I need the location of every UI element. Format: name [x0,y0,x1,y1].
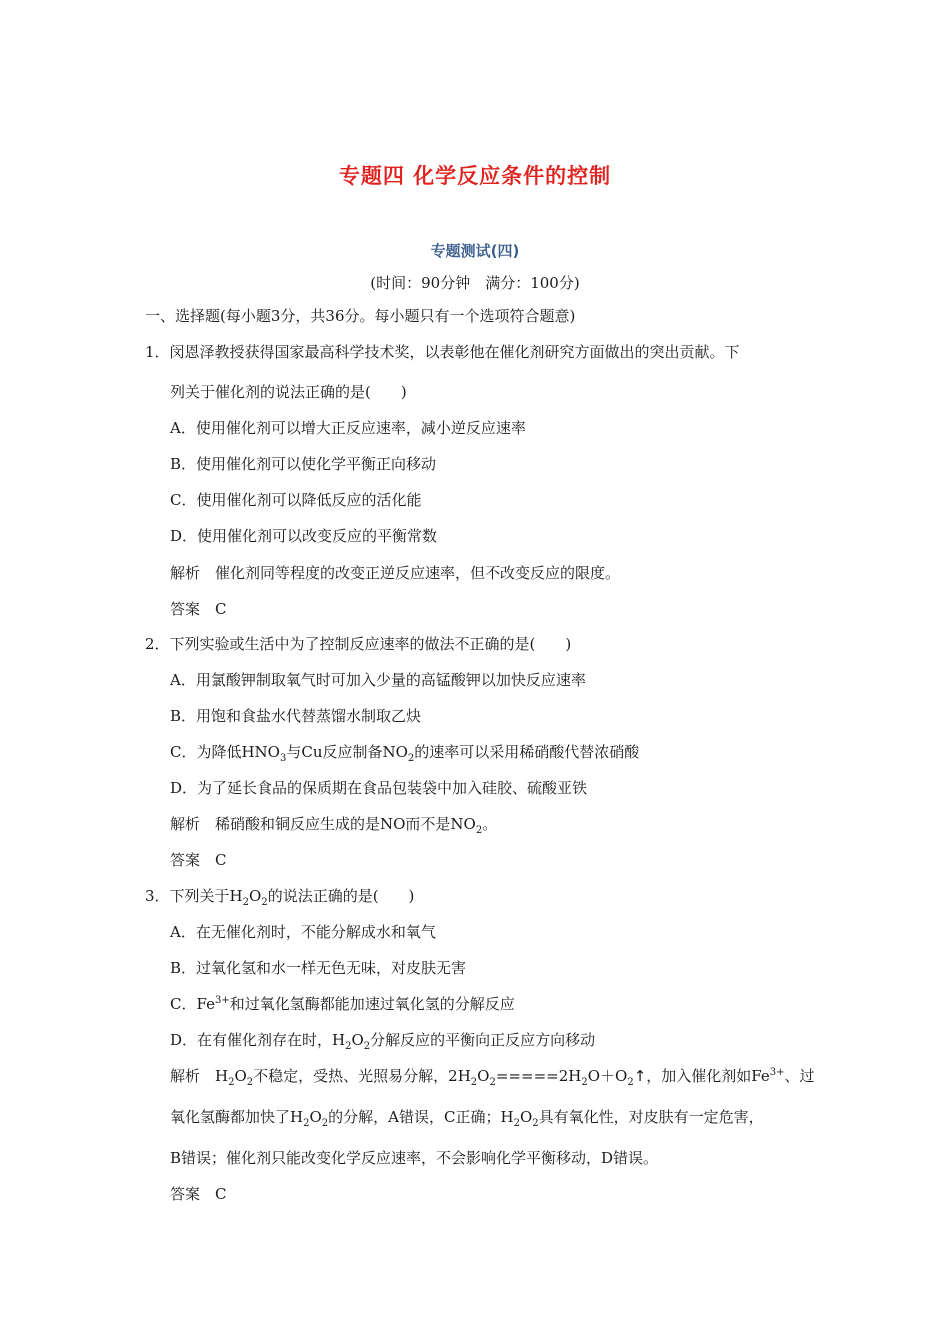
time-score-info: (时间：90分钟 满分：100分) [370,274,580,292]
q3-option-b: B．过氧化氢和水一样无色无味，对皮肤无害 [170,959,467,977]
q3-analysis-line1: 解析 $H_2O_2$不稳定，受热、光照易分解，$2H_2O_2=====2H_2O+O_2↑$，加入催化剂如$Fe^{3+}$、过 [170,1067,815,1088]
q2-option-b: B．用饱和食盐水代替蒸馏水制取乙炔 [170,707,422,725]
q2-stem: 2．下列实验或生活中为了控制反应速率的做法不正确的是( ) [145,635,572,653]
q1-option-b: B．使用催化剂可以使化学平衡正向移动 [170,455,437,473]
q2-option-a: A．用氯酸钾制取氧气时可加入少量的高锰酸钾以加快反应速率 [170,671,586,689]
q3-option-a: A．在无催化剂时，不能分解成水和氧气 [170,923,436,941]
q1-option-d: D．使用催化剂可以改变反应的平衡常数 [170,527,438,545]
q2-option-d: D．为了延长食品的保质期在食品包装袋中加入硅胶、硫酸亚铁 [170,779,588,797]
gas-arrow-icon: ↑ [633,1067,647,1085]
q1-stem-line2: 列关于催化剂的说法正确的是( ) [170,383,407,401]
q1-analysis: 解析 催化剂同等程度的改变正逆反应速率，但不改变反应的限度。 [170,564,621,582]
q3-option-d: D．在有催化剂存在时，$H_2O_2$分解反应的平衡向正反应方向移动 [170,1031,596,1052]
q1-answer: 答案 C [170,600,227,618]
q1-stem-line1: 1．闵恩泽教授获得国家最高科学技术奖，以表彰他在催化剂研究方面做出的突出贡献。下 [145,343,740,361]
page-title: 专题四 化学反应条件的控制 [338,164,612,188]
test-subtitle: 专题测试(四) [430,242,520,260]
q1-option-a: A．使用催化剂可以增大正反应速率，减小逆反应速率 [170,419,526,437]
section-heading: 一、选择题(每小题3分，共36分。每小题只有一个选项符合题意) [145,307,576,325]
q1-option-c: C．使用催化剂可以降低反应的活化能 [170,491,422,509]
q3-analysis-line3: B错误；催化剂只能改变化学反应速率，不会影响化学平衡移动，D错误。 [170,1149,659,1167]
q2-answer: 答案 C [170,851,227,869]
q2-analysis: 解析 稀硝酸和铜反应生成的是NO而不是$NO_2$。 [170,815,498,836]
q3-analysis-line2: 氧化氢酶都加快了$H_2O_2$的分解，A错误，C正确；$H_2O_2$具有氧化性，对皮肤有一定危害， [170,1108,764,1129]
q3-stem: 3．下列关于$H_2O_2$的说法正确的是( ) [145,887,415,908]
q3-option-c: C．$Fe^{3+}$和过氧化氢酶都能加速过氧化氢的分解反应 [170,995,515,1013]
q3-answer: 答案 C [170,1185,227,1203]
q2-option-c: C．为降低$HNO_3$与Cu反应制备$NO_2$的速率可以采用稀硝酸代替浓硝酸 [170,743,640,764]
